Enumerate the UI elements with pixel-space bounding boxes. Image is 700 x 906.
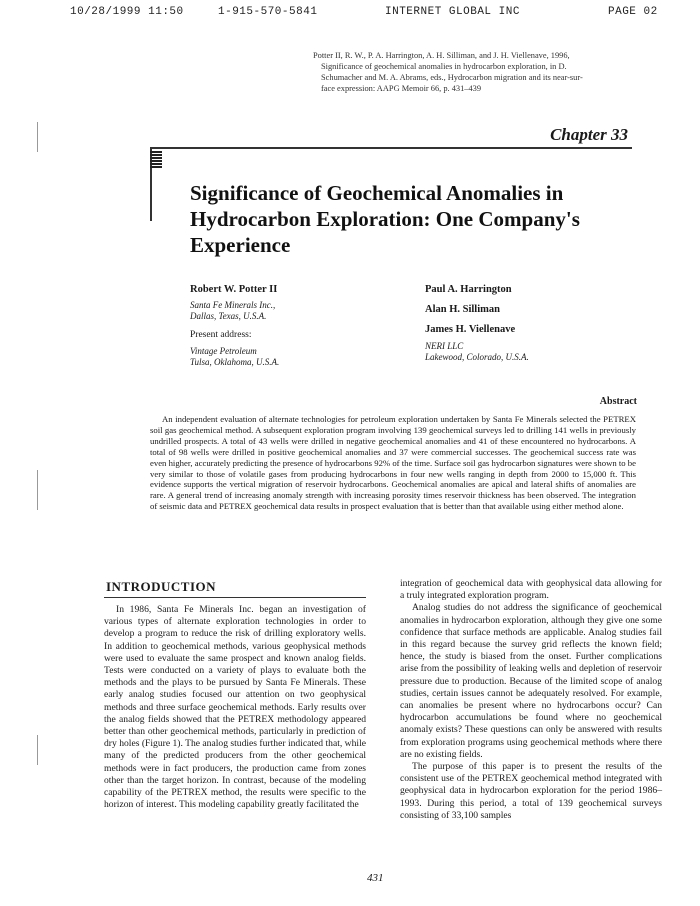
abstract-heading: Abstract: [599, 396, 637, 407]
author-name: Robert W. Potter II: [190, 284, 278, 295]
title-line: Experience: [190, 233, 291, 257]
fax-sender: INTERNET GLOBAL INC: [385, 6, 520, 18]
fax-page: PAGE 02: [608, 6, 658, 18]
title-line: Hydrocarbon Exploration: One Company's: [190, 207, 580, 231]
present-address-label: Present address:: [190, 330, 252, 340]
author-affiliation: Santa Fe Minerals Inc.,: [190, 300, 276, 310]
present-affiliation: Tulsa, Oklahoma, U.S.A.: [190, 357, 280, 367]
scan-margin-mark: [37, 122, 38, 152]
chapter-label: Chapter 33: [550, 125, 628, 144]
citation-line: Schumacher and M. A. Abrams, eds., Hydrocarbon migration and its near-sur-: [321, 73, 583, 82]
author-name: James H. Viellenave: [425, 324, 516, 335]
present-affiliation: Vintage Petroleum: [190, 346, 257, 356]
right-column: [400, 578, 662, 822]
author-block-right: [425, 284, 635, 363]
paragraph: The purpose of this paper is to present the results of the consistent use of the PETREX geochemical method integrated with geophysical data in hydrocarbon exploration for the period 1986–1993. During this period, a total of 139 geochemical surveys consisting of 33,100 samples: [400, 761, 662, 821]
header-rule: [150, 147, 632, 149]
paragraph: In 1986, Santa Fe Minerals Inc. began an investigation of various types of alternate exploration technologies in order to develop a program to reduce the risk of drilling exploratory wells. In addition to geochemical methods, various geophysical methods were used to evaluate the same prospect and known analog fields. Tests were conducted on a variety of plays to evaluate both the methods and the plays to be pursued by Santa Fe Minerals. These early analog studies focused our attention on two geophysical methods and three surface geochemical methods. Early results over the analog fields showed that the PETREX methodology appeared better than other geochemical methods, particularly in prediction of dry holes (Figure 1). The analog studies further indicated that, while many of the predicted producers from the other geochemical methods were in fact producers, the production came from zones other than the target horizon. In contrast, because of the modeling capability of the PETREX method, the results were specific to the horizon of interest. This modeling capability greatly facilitated the: [104, 604, 366, 811]
author-name: Alan H. Silliman: [425, 304, 500, 315]
scan-margin-mark: [37, 735, 38, 765]
author-affiliation: Lakewood, Colorado, U.S.A.: [425, 352, 529, 362]
paragraph: integration of geochemical data with geophysical data allowing for a truly integrated exploration program.: [400, 578, 662, 602]
page-number: 431: [367, 872, 384, 884]
section-rule: [104, 597, 366, 598]
author-affiliation: Dallas, Texas, U.S.A.: [190, 311, 267, 321]
author-block-left: [190, 284, 390, 368]
section-heading: INTRODUCTION: [106, 579, 217, 594]
citation-line: Significance of geochemical anomalies in hydrocarbon exploration, in D.: [321, 62, 567, 71]
scan-margin-mark: [37, 470, 38, 510]
paragraph: Analog studies do not address the significance of geochemical anomalies in hydrocarbon exploration, although they give one some confidence that surface methods are applicable. Analog studies fail in this regard because the survey grid reflects the known field; hence, the study is biased from the onset. Further complications arise from the possibility of leaking wells and depletion of reservoir pressure due to production. Because of the limited scope of analog studies, certain issues cannot be adequately resolved. For example, can anomalies be present where no hydrocarbons occur? Can hydrocarbon accumulations be found where no geochemical anomaly exists? These questions can only be answered with results from exploration programs using geochemical methods where there are no existing fields.: [400, 602, 662, 760]
title-line: Significance of Geochemical Anomalies in: [190, 181, 564, 205]
citation: [313, 50, 643, 94]
citation-line: Potter II, R. W., P. A. Harrington, A. H. Silliman, and J. H. Viellenave, 1996,: [313, 51, 570, 60]
author-name: Paul A. Harrington: [425, 284, 512, 295]
fax-phone: 1-915-570-5841: [218, 6, 318, 18]
author-affiliation: NERI LLC: [425, 341, 464, 351]
abstract-text: An independent evaluation of alternate technologies for petroleum exploration undertaken by Santa Fe Minerals selected the PETREX soil gas geochemical method. A subsequent exploration program involving 139 geochemical surveys led to drilling 141 wells in previously undrilled prospects. A total of 43 wells were drilled in negative geochemical anomalies and 41 of these encountered no hydrocarbons. A total of 98 wells were drilled in positive geochemical anomalies and 37 were commercial successes. The geochemical success rate was even higher, accurately predicting the presence of hydrocarbons 92% of the time. Surface soil gas hydrocarbon signatures were shown to be very similar to those of volatile gases from producing hydrocarbons in four new wells ranging in depth from 2000 to 15,000 ft. This evidence supports the vertical migration of reservoir hydrocarbons. Geochemical anomalies are apical and lateral shifts of anomalies are rare. A general trend of increasing anomaly strength with increasing porosity times reservoir thickness has been observed. The integration of seismic data and PETREX geochemical data results in prospect evaluation that is better than that available using either method alone.: [150, 414, 636, 512]
paper-title: [190, 180, 610, 258]
bracket-marks: [150, 151, 162, 169]
citation-line: face expression: AAPG Memoir 66, p. 431–439: [321, 84, 482, 93]
left-column: [104, 604, 366, 811]
fax-datetime: 10/28/1999 11:50: [70, 6, 184, 18]
